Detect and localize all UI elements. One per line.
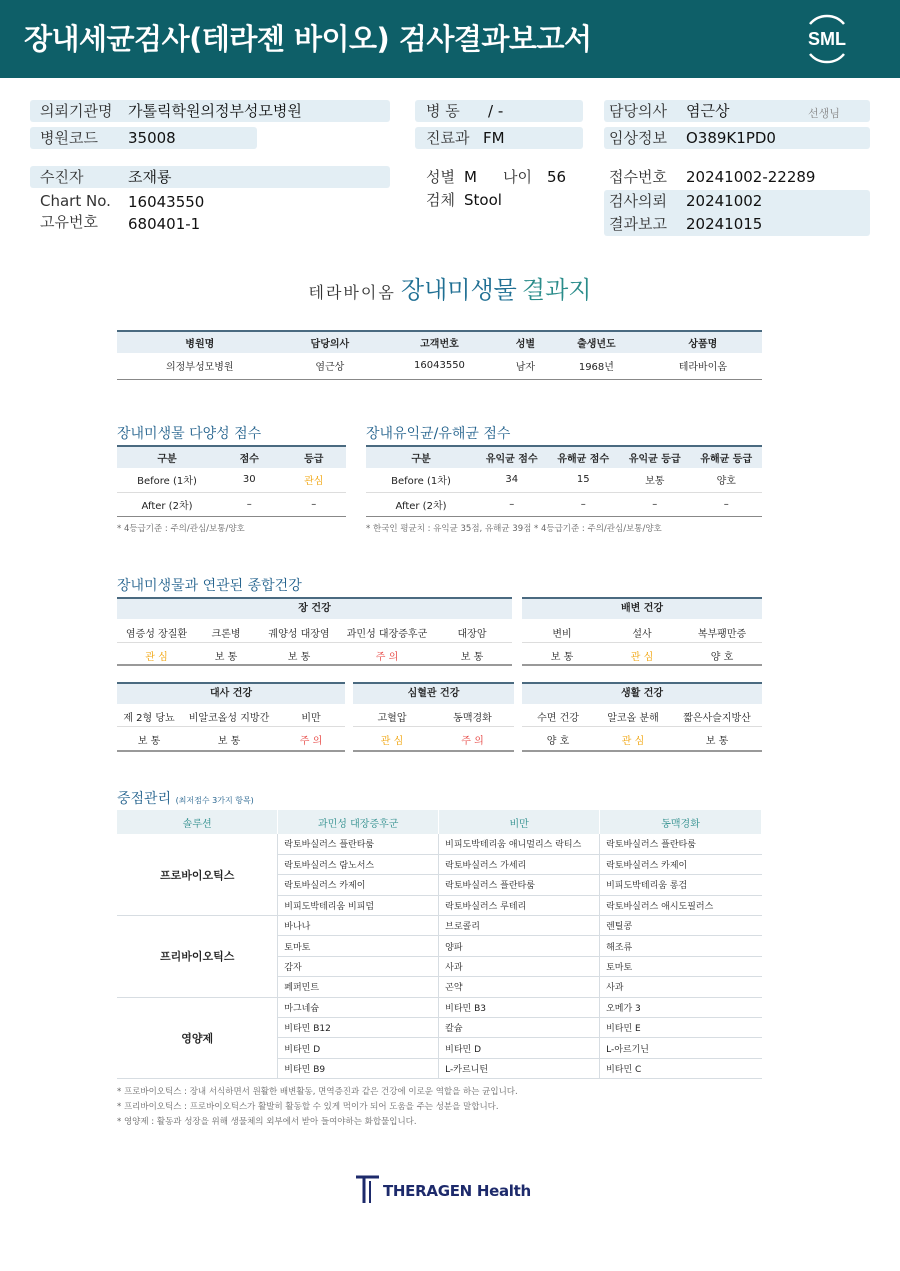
diversity-grade: 관심 — [282, 468, 347, 492]
diversity-title: 장내미생물 다양성 점수 — [117, 426, 262, 442]
info-pill — [30, 166, 390, 188]
focus-cell: 락토바실러스 카제이 — [600, 854, 762, 874]
svg-text:SML: SML — [808, 29, 846, 49]
summary-header: 성별 — [502, 331, 549, 353]
focus-note: * 영양제 : 활동과 성장을 위해 생물체의 외부에서 받아 들여야하는 화합물입니다. — [117, 1117, 417, 1127]
cardio-value: 관 심 — [380, 736, 404, 747]
gut-item: 궤양성 대장염 — [268, 629, 330, 640]
doctor-label: 담당의사 — [609, 102, 667, 120]
dept-label: 진료과 — [426, 129, 470, 147]
beneficial-cell: – — [723, 498, 729, 510]
beneficial-title: 장내유익균/유해균 점수 — [366, 426, 511, 442]
report-title-prefix: 테라바이옴 — [308, 283, 396, 302]
focus-subtitle: (최저점수 3가지 항목) — [175, 796, 254, 805]
summary-cell: 남자 — [515, 362, 536, 374]
metabolic-value: 보 통 — [137, 736, 161, 747]
doctor-suffix: 선생님 — [808, 107, 840, 120]
diversity-note: * 4등급기준 : 주의/관심/보통/양호 — [117, 524, 245, 534]
hospital-code-value: 35008 — [128, 129, 176, 147]
summary-cell: 16043550 — [414, 360, 465, 372]
summary-cell: 염근상 — [315, 362, 345, 374]
beneficial-header: 유익균 등급 — [619, 446, 691, 468]
divider — [522, 642, 762, 643]
summary-cell: 테라바이옴 — [678, 362, 727, 374]
divider — [117, 726, 345, 727]
focus-title-text: 중점관리 — [117, 791, 172, 807]
life-value: 양 호 — [546, 736, 570, 747]
focus-cell: 페퍼민트 — [278, 977, 439, 997]
age-value: 56 — [547, 168, 567, 186]
focus-cell: 락토바실러스 플란타룸 — [278, 834, 439, 854]
result-label: 결과보고 — [609, 215, 667, 233]
diversity-cell: After (2차) — [141, 500, 193, 512]
cardio-item: 동맥경화 — [453, 713, 492, 724]
summary-header: 담당의사 — [283, 331, 378, 353]
gut-item: 염증성 장질환 — [125, 629, 188, 640]
bowel-value: 양 호 — [710, 652, 734, 663]
focus-cell: 칼슘 — [439, 1018, 600, 1038]
beneficial-cell: – — [580, 498, 586, 510]
summary-header: 출생년도 — [549, 331, 644, 353]
beneficial-header: 유해균 점수 — [548, 446, 620, 468]
cardio-value: 주 의 — [461, 736, 484, 747]
beneficial-cell: After (2차) — [395, 500, 447, 512]
sex-label: 성별 — [426, 168, 455, 186]
diversity-cell: – — [311, 498, 317, 510]
patient-value: 조재룡 — [128, 168, 172, 186]
beneficial-cell: Before (1차) — [366, 468, 476, 492]
report-header-title: 장내세균검사(테라젠 바이오) 검사결과보고서 — [24, 22, 592, 56]
focus-cell: 비타민 D — [439, 1038, 600, 1058]
metabolic-item: 비알코올성 지방간 — [188, 713, 270, 724]
focus-cell: 해조류 — [600, 936, 762, 956]
beneficial-header: 유해균 등급 — [691, 446, 763, 468]
divider — [117, 664, 512, 666]
summary-header: 고객번호 — [377, 331, 502, 353]
diversity-cell: 30 — [217, 468, 282, 492]
diversity-cell: Before (1차) — [117, 468, 217, 492]
focus-cell: 비피도박테리움 애니멀리스 락티스 — [439, 834, 600, 854]
beneficial-cell: 양호 — [691, 468, 763, 492]
report-title-main1: 장내미생물 — [400, 276, 517, 304]
life-item: 수면 건강 — [537, 713, 579, 724]
unique-label: 고유번호 — [40, 213, 98, 231]
focus-cell: 곤약 — [439, 977, 600, 997]
divider — [117, 750, 345, 752]
age-label: 나이 — [503, 168, 532, 186]
focus-cell: 비타민 D — [278, 1038, 439, 1058]
doctor-value: 염근상 — [686, 102, 730, 120]
report-header — [0, 0, 900, 78]
gut-value: 주 의 — [375, 652, 399, 663]
theragen-logo-icon — [355, 1173, 381, 1205]
focus-cell: 브로콜리 — [439, 916, 600, 936]
beneficial-table — [366, 445, 762, 517]
institution-value: 가톨릭학원의정부성모병원 — [128, 102, 302, 120]
focus-cell: 감자 — [278, 956, 439, 976]
focus-cell: 비타민 E — [600, 1018, 762, 1038]
cardio-item: 고혈압 — [377, 713, 407, 724]
chart-value: 16043550 — [128, 193, 205, 211]
bowel-value: 관 심 — [630, 652, 654, 663]
focus-cell: 락토바실러스 플란타룸 — [600, 834, 762, 854]
metabolic-item: 비만 — [301, 713, 321, 724]
focus-cell: 락토바실러스 애시도필러스 — [600, 895, 762, 915]
metabolic-value: 보 통 — [217, 736, 241, 747]
divider — [522, 726, 762, 727]
summary-cell: 1968년 — [578, 362, 614, 374]
focus-cell: 락토바실러스 루테리 — [439, 895, 600, 915]
clinical-value: O389K1PD0 — [686, 129, 776, 147]
request-label: 검사의뢰 — [609, 192, 667, 210]
focus-cell: 토마토 — [278, 936, 439, 956]
focus-header: 비만 — [439, 810, 600, 834]
metabolic-item: 제 2형 당뇨 — [123, 713, 175, 724]
cardio-health-head: 심혈관 건강 — [353, 682, 514, 704]
bowel-item: 설사 — [632, 629, 652, 640]
bowel-value: 보 통 — [550, 652, 574, 663]
specimen-label: 검체 — [426, 191, 455, 209]
focus-cell: 비피도박테리움 비피덤 — [278, 895, 439, 915]
bowel-health-head: 배변 건강 — [522, 597, 762, 619]
focus-cell: 락토바실러스 카제이 — [278, 875, 439, 895]
report-title — [0, 270, 900, 305]
gut-value: 관 심 — [145, 652, 168, 663]
summary-cell: 의정부성모병원 — [165, 362, 234, 374]
beneficial-note: * 한국인 평균치 : 유익균 35점, 유해균 39점 * 4등급기준 : 주의/관심/보통/양호 — [366, 524, 662, 534]
focus-cell: 비타민 B3 — [439, 997, 600, 1017]
gut-health-head: 장 건강 — [117, 597, 512, 619]
focus-cell: L-아르기닌 — [600, 1038, 762, 1058]
focus-cell: 렌틸콩 — [600, 916, 762, 936]
summary-table — [117, 330, 762, 380]
gut-value: 보 통 — [287, 652, 311, 663]
diversity-table — [117, 445, 346, 517]
beneficial-cell: 34 — [476, 468, 548, 492]
focus-header: 동맥경화 — [600, 810, 762, 834]
gut-item: 대장암 — [457, 629, 487, 640]
focus-cell: 사과 — [439, 956, 600, 976]
focus-cell: 락토바실러스 플란타룸 — [439, 875, 600, 895]
divider — [353, 726, 514, 727]
focus-category: 영양제 — [117, 997, 278, 1079]
focus-cell: 비피도박테리움 롱검 — [600, 875, 762, 895]
summary-header: 상품명 — [644, 331, 762, 353]
patient-label: 수진자 — [40, 168, 84, 186]
beneficial-cell: – — [652, 498, 658, 510]
gut-item: 크론병 — [211, 629, 241, 640]
specimen-value: Stool — [464, 191, 502, 209]
bowel-item: 복부팽만증 — [697, 629, 747, 640]
focus-note: * 프로바이오틱스 : 장내 서식하면서 원활한 배변활동, 면역증진과 같은 건강에 이로운 역할을 하는 균입니다. — [117, 1087, 518, 1097]
hospital-code-label: 병원코드 — [40, 129, 98, 147]
focus-cell: 오메가 3 — [600, 997, 762, 1017]
receipt-label: 접수번호 — [609, 168, 667, 186]
diversity-cell: – — [246, 498, 252, 510]
divider — [353, 750, 514, 752]
focus-cell: 양파 — [439, 936, 600, 956]
metabolic-health-head: 대사 건강 — [117, 682, 345, 704]
summary-header: 병원명 — [117, 331, 283, 353]
beneficial-cell: 15 — [548, 468, 620, 492]
dept-value: FM — [483, 129, 505, 147]
theragen-brand-text: THERAGEN Health — [383, 1182, 531, 1200]
focus-cell: 비타민 B9 — [278, 1058, 439, 1078]
bowel-item: 변비 — [552, 629, 572, 640]
focus-cell: 마그네슘 — [278, 997, 439, 1017]
health-title: 장내미생물과 연관된 종합건강 — [117, 578, 302, 594]
unique-value: 680401-1 — [128, 215, 201, 233]
clinical-label: 임상정보 — [609, 129, 667, 147]
focus-table — [117, 810, 762, 1079]
institution-label: 의뢰기관명 — [40, 102, 113, 120]
sml-logo-icon — [800, 12, 854, 66]
divider — [522, 750, 762, 752]
focus-cell: 토마토 — [600, 956, 762, 976]
sex-value: M — [464, 168, 477, 186]
focus-category: 프리바이오틱스 — [117, 916, 278, 998]
diversity-header: 점수 — [217, 446, 282, 468]
focus-header: 솔루션 — [117, 810, 278, 834]
divider — [117, 642, 512, 643]
metabolic-value: 주 의 — [299, 736, 323, 747]
beneficial-cell: – — [509, 498, 515, 510]
gut-item: 과민성 대장증후군 — [346, 629, 428, 640]
life-value: 관 심 — [621, 736, 645, 747]
focus-cell: 비타민 B12 — [278, 1018, 439, 1038]
focus-category: 프로바이오틱스 — [117, 834, 278, 916]
life-value: 보 통 — [705, 736, 729, 747]
receipt-value: 20241002-22289 — [686, 168, 816, 186]
focus-cell: 락토바실러스 람노서스 — [278, 854, 439, 874]
result-value: 20241015 — [686, 215, 763, 233]
beneficial-header: 유익균 점수 — [476, 446, 548, 468]
diversity-header: 구분 — [117, 446, 217, 468]
chart-label: Chart No. — [40, 192, 111, 210]
life-item: 알코올 분해 — [607, 713, 659, 724]
focus-cell: 락토바실러스 가세리 — [439, 854, 600, 874]
focus-cell: 사과 — [600, 977, 762, 997]
life-item: 짧은사슬지방산 — [683, 713, 751, 724]
gut-value: 보 통 — [460, 652, 484, 663]
ward-value: / - — [488, 102, 504, 120]
focus-header: 과민성 대장증후군 — [278, 810, 439, 834]
ward-label: 병 동 — [426, 102, 460, 120]
focus-cell: 바나나 — [278, 916, 439, 936]
focus-note: * 프리바이오틱스 : 프로바이오틱스가 활발히 활동할 수 있게 먹이가 되어 도움을 주는 성분을 말합니다. — [117, 1102, 499, 1112]
divider — [522, 664, 762, 666]
beneficial-header: 구분 — [366, 446, 476, 468]
focus-cell: L-카르니틴 — [439, 1058, 600, 1078]
request-value: 20241002 — [686, 192, 763, 210]
beneficial-cell: 보통 — [619, 468, 691, 492]
focus-title — [117, 788, 254, 808]
focus-cell: 비타민 C — [600, 1058, 762, 1078]
life-health-head: 생활 건강 — [522, 682, 762, 704]
report-title-main2: 결과지 — [521, 276, 592, 304]
diversity-header: 등급 — [282, 446, 347, 468]
gut-value: 보 통 — [214, 652, 238, 663]
